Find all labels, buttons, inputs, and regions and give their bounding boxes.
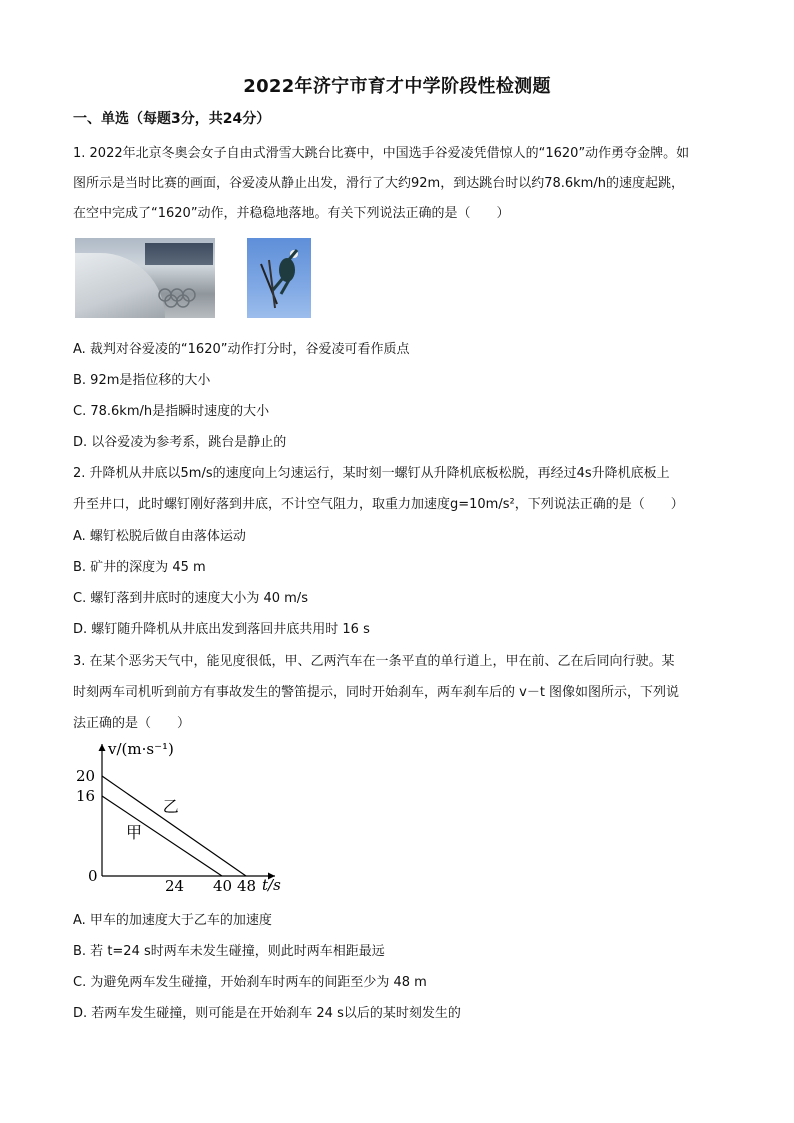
q3-line3: 法正确的是（ ）	[73, 716, 191, 731]
q3-option-b: B. 若 t=24 s时两车未发生碰撞，则此时两车相距最远	[73, 944, 385, 959]
q3-line2: 时刻两车司机听到前方有事故发生的警笛提示，同时开始刹车，两车刹车后的 v－t 图像如图所示，下列说	[73, 685, 680, 700]
olympic-rings-icon	[157, 286, 197, 310]
series-label-2: 甲	[126, 823, 143, 842]
vt-graph	[70, 738, 290, 896]
q3-line1: 3. 在某个恶劣天气中，能见度很低，甲、乙两汽车在一条平直的单行道上，甲在前、乙在后同向行驶。某	[73, 654, 675, 669]
series-line-1	[102, 776, 246, 876]
section-heading: 一、单选（每题3分，共24分）	[73, 111, 271, 127]
q1-line2: 图所示是当时比赛的画面，谷爱凌从静止出发，滑行了大约92m，到达跳台时以约78.6km/h的速度起跳，	[73, 176, 684, 191]
skier-photo	[247, 238, 311, 318]
y-axis-label: v/(m·s⁻¹)	[108, 740, 174, 758]
y-tick-label-16: 16	[76, 787, 96, 805]
q3-option-d: D. 若两车发生碰撞，则可能是在开始刹车 24 s以后的某时刻发生的	[73, 1006, 461, 1021]
q2-option-b: B. 矿井的深度为 45 m	[73, 560, 206, 575]
skier-figure-icon	[247, 238, 311, 318]
q2-line2: 升至井口，此时螺钉刚好落到井底，不计空气阻力，取重力加速度g=10m/s²，下列说法正确的是（ ）	[73, 497, 684, 512]
q1-option-d: D. 以谷爱凌为参考系，跳台是静止的	[73, 435, 287, 450]
q1-line1: 1. 2022年北京冬奥会女子自由式滑雪大跳台比赛中，中国选手谷爱凌凭借惊人的“1620”动作勇夺金牌。如	[73, 146, 690, 161]
x-tick-label-40: 40	[213, 877, 233, 895]
q2-option-a: A. 螺钉松脱后做自由落体运动	[73, 529, 246, 544]
q3-option-c: C. 为避免两车发生碰撞，开始刹车时两车的间距至少为 48 m	[73, 975, 427, 990]
x-tick-label-24: 24	[165, 877, 185, 895]
y-tick-label-20: 20	[76, 767, 96, 785]
x-tick-label-48: 48	[237, 877, 257, 895]
q2-option-c: C. 螺钉落到井底时的速度大小为 40 m/s	[73, 591, 308, 606]
origin-label: 0	[88, 867, 98, 885]
series-label-1: 乙	[162, 797, 179, 816]
q2-line1: 2. 升降机从井底以5m/s的速度向上匀速运行，某时刻一螺钉从升降机底板松脱，再经过4s升降机底板上	[73, 466, 670, 481]
q1-line3: 在空中完成了“1620”动作，并稳稳地落地。有关下列说法正确的是（ ）	[73, 206, 510, 221]
ski-ramp-photo	[75, 238, 215, 318]
q2-option-d: D. 螺钉随升降机从井底出发到落回井底共用时 16 s	[73, 622, 370, 637]
q1-option-b: B. 92m是指位移的大小	[73, 373, 211, 388]
x-axis-label: t/s	[262, 876, 281, 894]
q1-option-c: C. 78.6km/h是指瞬时速度的大小	[73, 404, 270, 419]
stadium-stand	[145, 243, 213, 265]
q1-option-a: A. 裁判对谷爱凌的“1620”动作打分时，谷爱凌可看作质点	[73, 342, 410, 357]
q3-option-a: A. 甲车的加速度大于乙车的加速度	[73, 913, 272, 928]
page-title: 2022年济宁市育才中学阶段性检测题	[243, 76, 551, 97]
